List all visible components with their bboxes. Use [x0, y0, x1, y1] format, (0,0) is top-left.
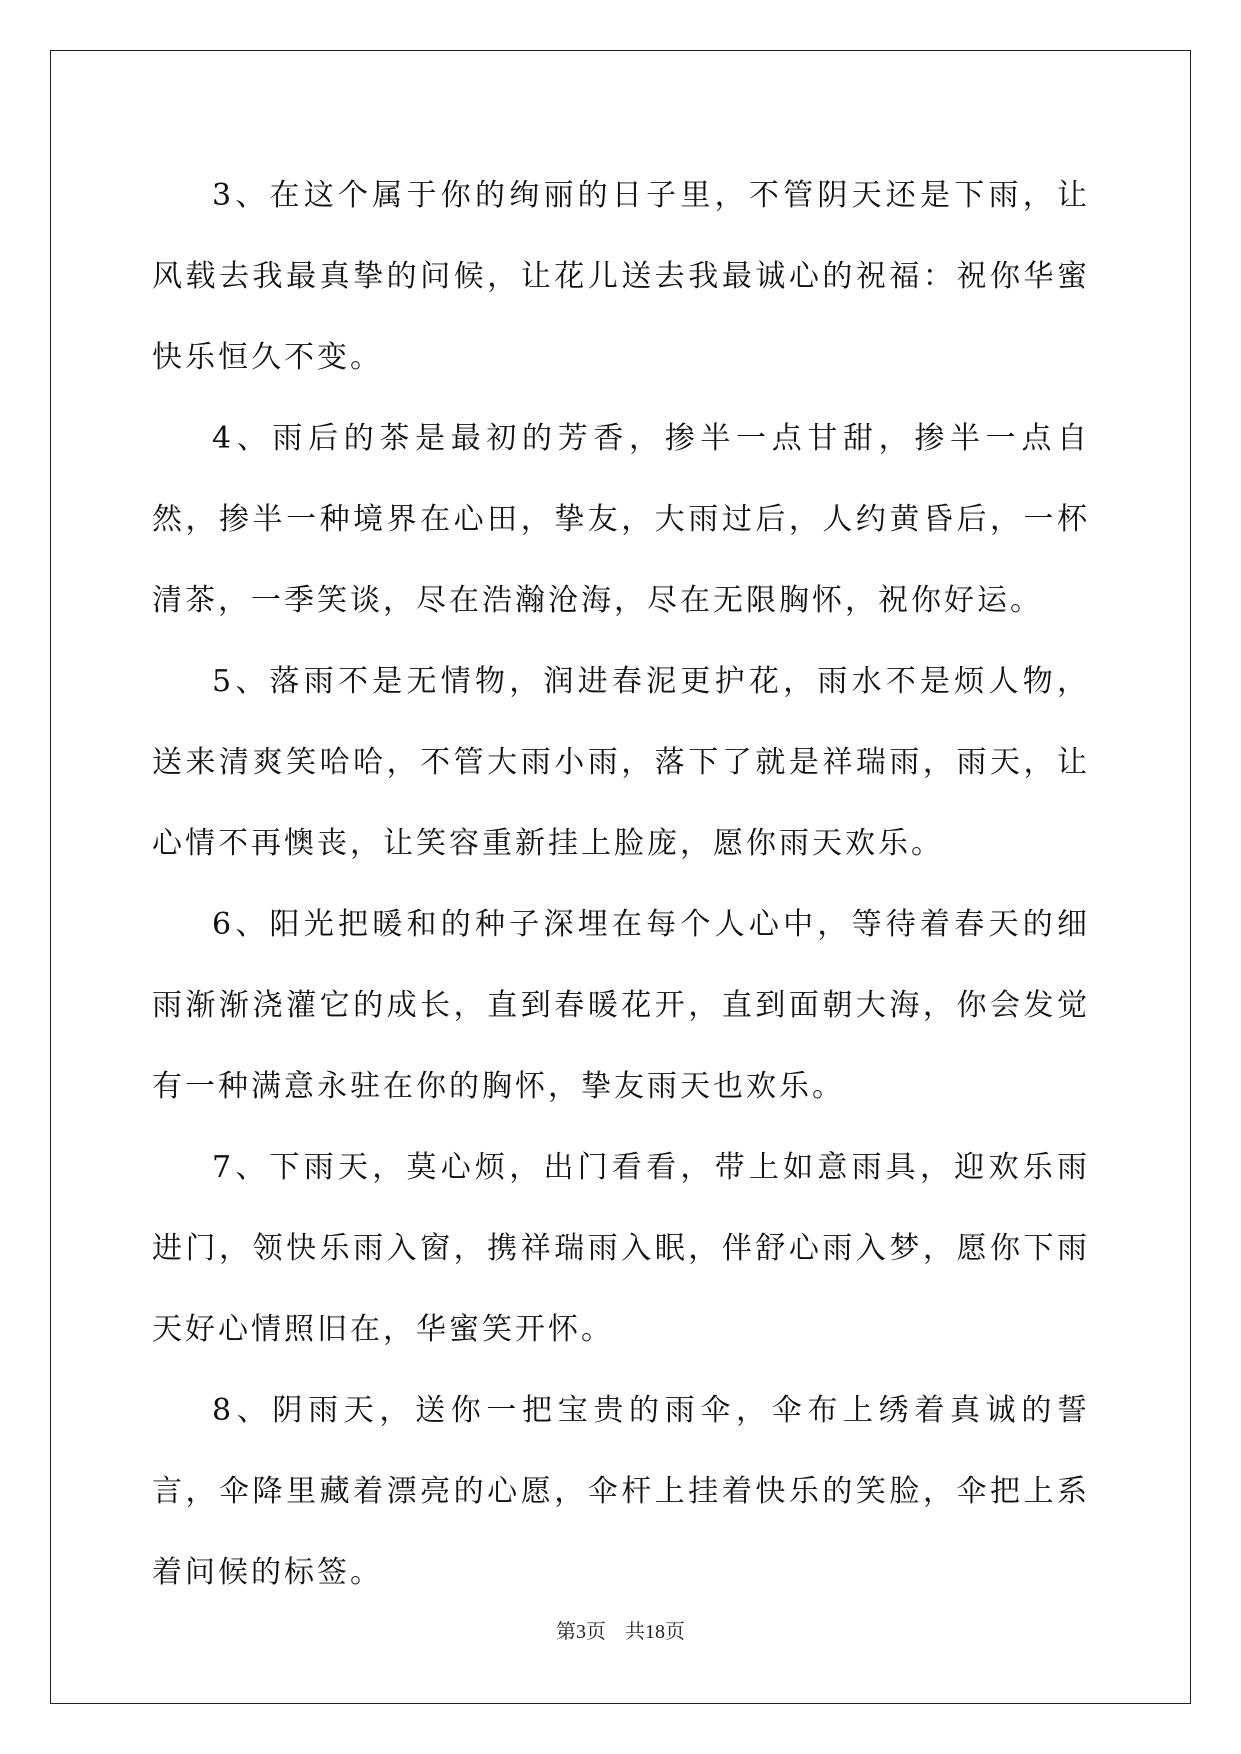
page-current: 3 [575, 1621, 586, 1643]
paragraph-3: 3、在这个属于你的绚丽的日子里，不管阴天还是下雨，让风载去我最真挚的问候，让花儿送去我最诚心的祝福：祝你华蜜快乐恒久不变。 [152, 178, 1090, 375]
paragraph-8: 8、阴雨天，送你一把宝贵的雨伞，伞布上绣着真诚的誓言，伞降里藏着漂亮的心愿，伞杆上挂着快乐的笑脸，伞把上系着问候的标签。 [152, 1393, 1090, 1590]
paragraph-4: 4、雨后的茶是最初的芳香，掺半一点甘甜，掺半一点自然，掺半一种境界在心田，挚友，大雨过后，人约黄昏后，一杯清茶，一季笑谈，尽在浩瀚沧海，尽在无限胸怀，祝你好运。 [152, 421, 1090, 618]
page-total: 18 [645, 1621, 666, 1643]
paragraph-5: 5、落雨不是无情物，润进春泥更护花，雨水不是烦人物，送来清爽笑哈哈，不管大雨小雨，落下了就是祥瑞雨，雨天，让心情不再懊丧，让笑容重新挂上脸庞，愿你雨天欢乐。 [152, 664, 1090, 861]
page-suffix: 页 [585, 1619, 606, 1643]
paragraph-6: 6、阳光把暖和的种子深埋在每个人心中，等待着春天的细雨渐渐浇灌它的成长，直到春暖花开，直到面朝大海，你会发觉有一种满意永驻在你的胸怀，挚友雨天也欢乐。 [152, 907, 1090, 1104]
document-body [152, 155, 1090, 1613]
page-prefix: 第 [555, 1619, 576, 1643]
total-suffix: 页 [665, 1619, 686, 1643]
paragraph-7: 7、下雨天，莫心烦，出门看看，带上如意雨具，迎欢乐雨进门，领快乐雨入窗，携祥瑞雨入眠，伴舒心雨入梦，愿你下雨天好心情照旧在，华蜜笑开怀。 [152, 1150, 1090, 1347]
total-prefix: 共 [625, 1619, 646, 1643]
page-footer [0, 1615, 1241, 1644]
